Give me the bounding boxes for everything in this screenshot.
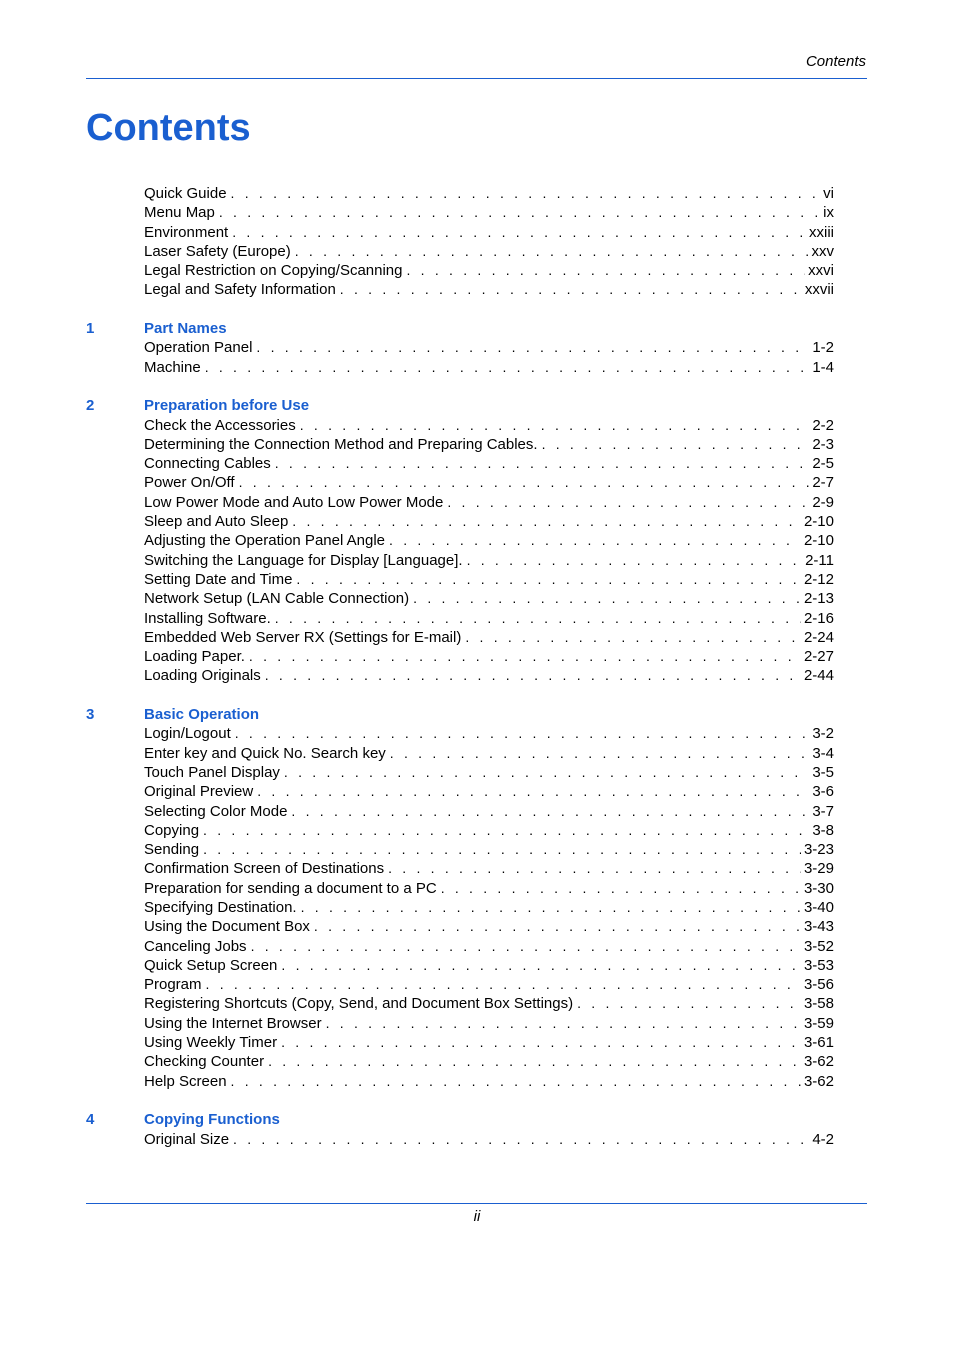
toc-entry-title: Registering Shortcuts (Copy, Send, and Document Box Settings) <box>144 994 577 1013</box>
dot-leader <box>326 1014 801 1033</box>
toc-entry[interactable] <box>144 1033 834 1052</box>
toc-entry[interactable] <box>144 937 834 956</box>
toc-entry-page: 3-59 <box>801 1014 834 1033</box>
chapter-title: Preparation before Use <box>144 397 310 415</box>
dot-leader <box>388 859 801 878</box>
dot-leader <box>407 261 806 280</box>
toc-entry-title: Using the Document Box <box>144 917 314 936</box>
toc-entry-page: 2-10 <box>801 531 834 550</box>
dot-leader <box>340 280 802 299</box>
dot-leader <box>205 358 810 377</box>
toc-entry-title: Installing Software. <box>144 609 275 628</box>
toc-entry-page: 2-16 <box>801 609 834 628</box>
toc-entry-title: Sending <box>144 840 203 859</box>
dot-leader <box>284 763 809 782</box>
dot-leader <box>239 473 810 492</box>
toc-entry[interactable] <box>144 879 834 898</box>
dot-leader <box>233 1130 809 1149</box>
header-rule <box>86 78 867 79</box>
toc-entry-page: 3-56 <box>801 975 834 994</box>
toc-entry-page: 2-12 <box>801 570 834 589</box>
toc-entry[interactable] <box>144 628 834 647</box>
toc-entry-page: 2-3 <box>809 435 834 454</box>
toc-entry[interactable] <box>144 416 834 435</box>
toc-entry-page: 1-2 <box>809 338 834 357</box>
toc-entry[interactable] <box>144 589 834 608</box>
toc-chapter-section <box>0 1110 954 1149</box>
toc-entry-title: Power On/Off <box>144 473 239 492</box>
dot-leader <box>301 898 801 917</box>
toc-entry[interactable] <box>144 724 834 743</box>
toc-entry-page: xxvi <box>805 261 834 280</box>
toc-entry[interactable] <box>144 338 834 357</box>
toc-entry-page: 2-9 <box>809 493 834 512</box>
dot-leader <box>275 609 801 628</box>
toc-entry-title: Operation Panel <box>144 338 256 357</box>
toc-front-matter <box>0 184 954 300</box>
toc-entry-title: Touch Panel Display <box>144 763 284 782</box>
toc-entry[interactable] <box>144 821 834 840</box>
toc-entry-title: Using Weekly Timer <box>144 1033 281 1052</box>
toc-entry[interactable] <box>144 242 834 261</box>
toc-entry-page: 3-23 <box>801 840 834 859</box>
toc-entry[interactable] <box>144 994 834 1013</box>
page-title: Contents <box>86 107 251 149</box>
chapter-title: Basic Operation <box>144 706 260 724</box>
toc-entry-title: Determining the Connection Method and Preparing Cables. <box>144 435 542 454</box>
toc-chapter-heading[interactable] <box>0 705 954 724</box>
toc-entry[interactable] <box>144 917 834 936</box>
dot-leader <box>292 512 801 531</box>
dot-leader <box>251 937 801 956</box>
toc-entry-title: Using the Internet Browser <box>144 1014 326 1033</box>
toc-entry-page: 2-24 <box>801 628 834 647</box>
toc-entry[interactable] <box>144 975 834 994</box>
toc-entry-title: Selecting Color Mode <box>144 802 291 821</box>
toc-entry[interactable] <box>144 647 834 666</box>
dot-leader <box>281 956 801 975</box>
toc-entry-title: Switching the Language for Display [Language]. <box>144 551 467 570</box>
toc-entry[interactable] <box>144 473 834 492</box>
dot-leader <box>203 840 801 859</box>
toc-entry[interactable] <box>144 744 834 763</box>
toc-entry[interactable] <box>144 570 834 589</box>
toc-entry-title: Setting Date and Time <box>144 570 296 589</box>
toc-entry[interactable] <box>144 203 834 222</box>
toc-entry[interactable] <box>144 435 834 454</box>
toc-entry-page: 3-5 <box>809 763 834 782</box>
toc-entry-page: 2-7 <box>809 473 834 492</box>
toc-entry-title: Quick Setup Screen <box>144 956 281 975</box>
dot-leader <box>235 724 810 743</box>
toc-entry-page: 2-13 <box>801 589 834 608</box>
chapter-title: Copying Functions <box>144 1111 280 1129</box>
toc-entry-title: Canceling Jobs <box>144 937 251 956</box>
dot-leader <box>389 531 801 550</box>
toc-entry[interactable] <box>144 512 834 531</box>
dot-leader <box>257 782 809 801</box>
toc-entry-title: Machine <box>144 358 205 377</box>
dot-leader <box>268 1052 801 1071</box>
toc-entry-title: Original Size <box>144 1130 233 1149</box>
dot-leader <box>256 338 809 357</box>
running-header: Contents <box>805 53 866 70</box>
chapter-title: Part Names <box>144 320 227 338</box>
dot-leader <box>265 666 801 685</box>
dot-leader <box>281 1033 801 1052</box>
toc-entry-page: 3-62 <box>801 1072 834 1091</box>
toc-entry-title: Menu Map <box>144 203 219 222</box>
footer-rule <box>86 1203 867 1204</box>
toc-entry[interactable] <box>144 898 834 917</box>
dot-leader <box>231 184 821 203</box>
dot-leader <box>275 454 810 473</box>
toc-entry[interactable] <box>144 1130 834 1149</box>
toc-entry[interactable] <box>144 840 834 859</box>
toc-entry-page: xxiii <box>806 223 834 242</box>
dot-leader <box>314 917 801 936</box>
toc-entry[interactable] <box>144 261 834 280</box>
dot-leader <box>232 223 806 242</box>
toc-entry-page: xxvii <box>802 280 834 299</box>
toc-entry-page: 3-29 <box>801 859 834 878</box>
dot-leader <box>203 821 809 840</box>
toc-entry[interactable] <box>144 184 834 203</box>
toc-entry-page: 3-2 <box>809 724 834 743</box>
toc-entry-page: 2-11 <box>802 551 834 570</box>
footer-page-number: ii <box>473 1208 481 1225</box>
toc-entry-page: 2-2 <box>809 416 834 435</box>
dot-leader <box>219 203 820 222</box>
toc-entry-page: 3-43 <box>801 917 834 936</box>
toc-entry-page: 3-52 <box>801 937 834 956</box>
toc-entry-title: Copying <box>144 821 203 840</box>
toc-entry-page: 4-2 <box>809 1130 834 1149</box>
toc-entry-page: 3-58 <box>801 994 834 1013</box>
toc-entry[interactable] <box>144 551 834 570</box>
toc-entry-title: Help Screen <box>144 1072 231 1091</box>
toc-entry-title: Original Preview <box>144 782 257 801</box>
toc-entry[interactable] <box>144 763 834 782</box>
toc-entry[interactable] <box>144 531 834 550</box>
toc-chapter-heading[interactable] <box>0 1110 954 1129</box>
toc-chapter-heading[interactable] <box>0 319 954 338</box>
toc-entry[interactable] <box>144 859 834 878</box>
toc-entry-title: Loading Originals <box>144 666 265 685</box>
toc-entry-title: Enter key and Quick No. Search key <box>144 744 390 763</box>
dot-leader <box>295 242 809 261</box>
chapter-number: 1 <box>86 320 95 338</box>
toc-chapter-section <box>0 705 954 1091</box>
toc-entry-title: Confirmation Screen of Destinations <box>144 859 388 878</box>
toc-entry[interactable] <box>144 609 834 628</box>
toc-entry-title: Login/Logout <box>144 724 235 743</box>
toc-entry[interactable] <box>144 358 834 377</box>
toc-entry[interactable] <box>144 454 834 473</box>
toc-entry-page: vi <box>820 184 834 203</box>
dot-leader <box>296 570 801 589</box>
toc-entry-title: Connecting Cables <box>144 454 275 473</box>
toc-entry-title: Environment <box>144 223 232 242</box>
toc-entry-page: ix <box>820 203 834 222</box>
toc-entry-title: Legal and Safety Information <box>144 280 340 299</box>
toc-entry-title: Loading Paper. <box>144 647 249 666</box>
dot-leader <box>291 802 809 821</box>
dot-leader <box>249 647 801 666</box>
toc-entry-title: Preparation for sending a document to a PC <box>144 879 441 898</box>
toc-entry-title: Check the Accessories <box>144 416 300 435</box>
toc-entry-page: 3-8 <box>809 821 834 840</box>
toc-entry-title: Low Power Mode and Auto Low Power Mode <box>144 493 447 512</box>
toc-entry-title: Embedded Web Server RX (Settings for E-mail) <box>144 628 465 647</box>
toc-entry-title: Laser Safety (Europe) <box>144 242 295 261</box>
toc-entry-page: 3-62 <box>801 1052 834 1071</box>
dot-leader <box>413 589 801 608</box>
toc-entry[interactable] <box>144 802 834 821</box>
chapter-number: 4 <box>86 1111 95 1129</box>
toc-entry-title: Sleep and Auto Sleep <box>144 512 292 531</box>
toc-entry-title: Legal Restriction on Copying/Scanning <box>144 261 407 280</box>
toc-entry-page: 2-27 <box>801 647 834 666</box>
toc-entry-page: 3-4 <box>809 744 834 763</box>
dot-leader <box>390 744 810 763</box>
toc-entry-page: 3-7 <box>809 802 834 821</box>
toc-entry-title: Quick Guide <box>144 184 231 203</box>
toc-entry[interactable] <box>144 782 834 801</box>
toc-entry[interactable] <box>144 1072 834 1091</box>
toc-entry-title: Adjusting the Operation Panel Angle <box>144 531 389 550</box>
toc-entry-page: 2-10 <box>801 512 834 531</box>
toc-entry-page: 3-6 <box>809 782 834 801</box>
toc-entry-page: 3-30 <box>801 879 834 898</box>
toc-entry-title: Specifying Destination. <box>144 898 301 917</box>
dot-leader <box>300 416 810 435</box>
toc-entry-page: 3-53 <box>801 956 834 975</box>
toc-entry-page: xxv <box>809 242 835 261</box>
toc-entry[interactable] <box>144 280 834 299</box>
toc-chapter-section <box>0 319 954 377</box>
dot-leader <box>441 879 801 898</box>
dot-leader <box>231 1072 801 1091</box>
toc-entry-page: 2-44 <box>801 666 834 685</box>
table-of-contents <box>0 184 954 1168</box>
toc-entry[interactable] <box>144 1014 834 1033</box>
dot-leader <box>206 975 801 994</box>
toc-entry[interactable] <box>144 493 834 512</box>
chapter-number: 3 <box>86 706 95 724</box>
toc-entry-title: Checking Counter <box>144 1052 268 1071</box>
toc-entry-page: 2-5 <box>809 454 834 473</box>
toc-entry-page: 3-61 <box>801 1033 834 1052</box>
dot-leader <box>447 493 809 512</box>
toc-chapter-section <box>0 396 954 685</box>
toc-entry[interactable] <box>144 223 834 242</box>
toc-entry[interactable] <box>144 666 834 685</box>
toc-entry-page: 1-4 <box>809 358 834 377</box>
toc-entry-title: Program <box>144 975 206 994</box>
toc-entry-title: Network Setup (LAN Cable Connection) <box>144 589 413 608</box>
dot-leader <box>467 551 803 570</box>
dot-leader <box>577 994 801 1013</box>
dot-leader <box>542 435 810 454</box>
toc-chapter-heading[interactable] <box>0 396 954 415</box>
toc-entry-page: 3-40 <box>801 898 834 917</box>
toc-entry[interactable] <box>144 1052 834 1071</box>
toc-entry[interactable] <box>144 956 834 975</box>
dot-leader <box>465 628 801 647</box>
chapter-number: 2 <box>86 397 95 415</box>
